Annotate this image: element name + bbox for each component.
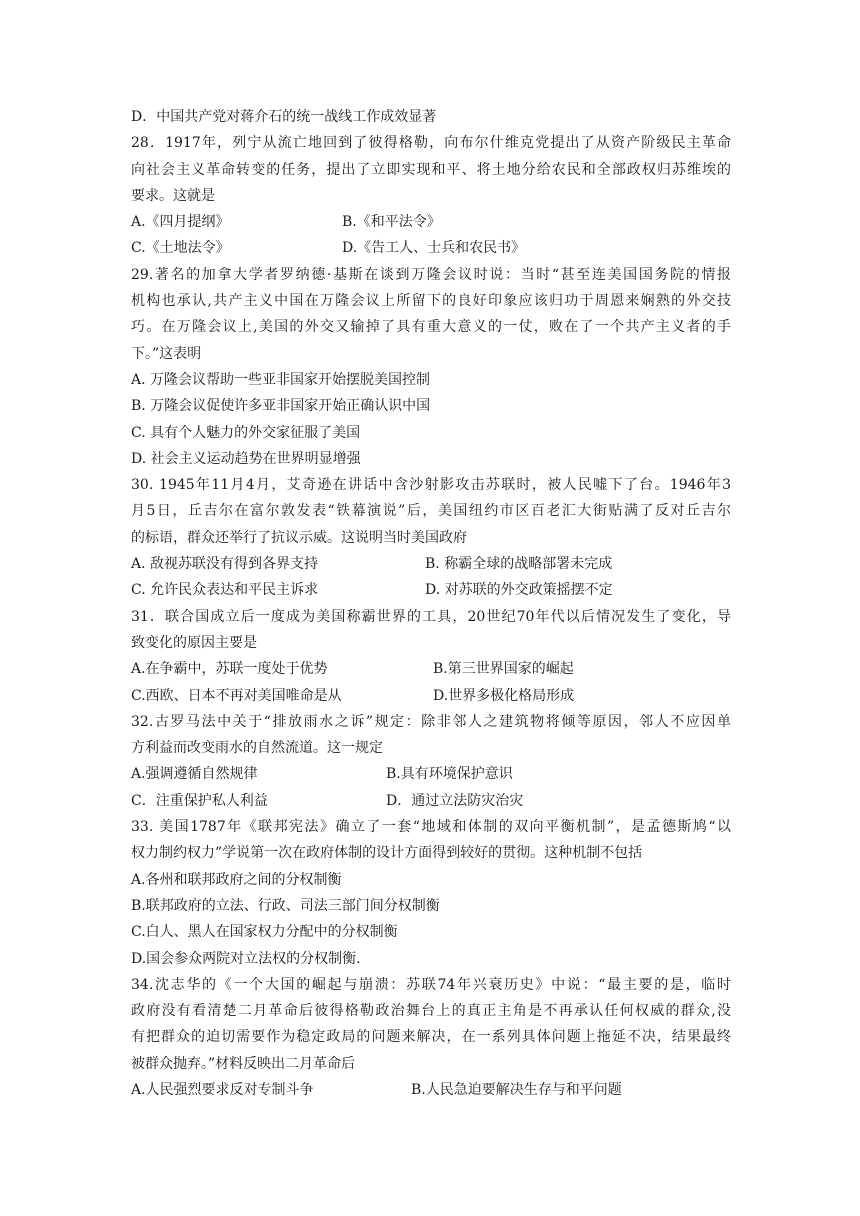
q27-option-d: D．中国共产党对蒋介石的统一战线工作成效显著	[131, 109, 437, 125]
q34-option-a: A.人民强烈要求反对专制斗争	[131, 1081, 314, 1098]
q32-options-ab	[131, 761, 731, 787]
q30-stem-line-2: 月5日，丘吉尔在富尔敦发表“铁幕演说”后，美国纽约市区百老汇大街贴满了反对丘吉尔	[131, 503, 731, 520]
q29-stem-line-2: 机构也承认,共产主义中国在万隆会议上所留下的良好印象应该归功于周恩来娴熟的外交技	[131, 293, 731, 310]
q30-option-a: A. 敌视苏联没有得到各界支持	[131, 556, 319, 573]
q34-stem-line-4: 被群众抛弃。”材料反映出二月革命后	[131, 1055, 356, 1072]
q30-stem-line-3: 的标语，群众还举行了抗议示威。这说明当时美国政府	[131, 529, 467, 546]
q32-option-d: D．通过立法防灾治灾	[386, 792, 524, 809]
q33-option-b: B.联邦政府的立法、行政、司法三部门间分权制衡	[131, 897, 440, 914]
q32-stem-line-2: 方利益而改变雨水的自然流道。这一规定	[131, 740, 383, 757]
q31-stem-line-2: 致变化的原因主要是	[131, 634, 257, 651]
q30-option-c: C. 允许民众表达和平民主诉求	[131, 582, 319, 599]
q28-stem-line-3: 要求。这就是	[131, 187, 215, 204]
q29-option-b: B. 万隆会议促使许多亚非国家开始正确认识中国	[131, 398, 431, 415]
q34-stem-line-2: 政府没有看清楚二月革命后彼得格勒政治舞台上的真正主角是不再承认任何权威的群众,没	[131, 1003, 731, 1020]
q32-options-cd	[131, 788, 731, 814]
q29-stem-line-1: 29.著名的加拿大学者罗纳德·基斯在谈到万隆会议时说：当时“甚至连美国国务院的情报	[131, 266, 731, 283]
q29-option-a: A. 万隆会议帮助一些亚非国家开始摆脱美国控制	[131, 371, 431, 388]
q32-stem-line-1: 32.古罗马法中关于“排放雨水之诉”规定：除非邻人之建筑物将倾等原因，邻人不应因单	[131, 713, 731, 730]
q31-option-a: A.在争霸中，苏联一度处于优势	[131, 661, 328, 678]
q30-option-b: B. 称霸全球的战略部署未完成	[425, 556, 613, 573]
q33-stem-line-2: 权力制约权力”学说第一次在政府体制的设计方面得到较好的贯彻。这种机制不包括	[131, 845, 643, 862]
q34-option-b: B.人民急迫要解决生存与和平问题	[411, 1081, 622, 1098]
q32-option-b: B.具有环境保护意识	[386, 766, 513, 783]
q30-stem-line-1: 30. 1945年11月4月，艾奇逊在讲话中含沙射影攻击苏联时，被人民嘘下了台。1946年3	[131, 477, 731, 494]
q29-stem-line-3: 巧。在万隆会议上,美国的外交又输掉了具有重大意义的一仗，败在了一个共产主义者的手	[131, 319, 731, 336]
q33-option-a: A.各州和联邦政府之间的分权制衡	[131, 871, 342, 888]
q28-options-ab	[131, 209, 731, 235]
q29-option-c: C. 具有个人魅力的外交家征服了美国	[131, 424, 361, 441]
q31-option-b: B.第三世界国家的崛起	[433, 661, 574, 678]
q28-stem-line-1: 28．1917年，列宁从流亡地回到了彼得格勒，向布尔什维克党提出了从资产阶级民主革命	[131, 135, 731, 152]
q34-stem-line-1: 34.沈志华的《一个大国的崛起与崩溃：苏联74年兴衰历史》中说：“最主要的是，临时	[131, 976, 731, 993]
q33-option-d: D.国会参众两院对立法权的分权制衡.	[131, 950, 361, 967]
q30-options-ab	[131, 551, 731, 577]
q28-options-cd	[131, 235, 731, 261]
q28-option-d: D.《告工人、士兵和农民书》	[342, 240, 526, 257]
q34-options-ab	[131, 1077, 731, 1103]
q28-option-a: A.《四月提纲》	[131, 214, 230, 231]
q31-stem-line-1: 31．联合国成立后一度成为美国称霸世界的工具，20世纪70年代以后情况发生了变化，导	[131, 608, 731, 625]
q34-stem-line-3: 有把群众的迫切需要作为稳定政局的问题来解决，在一系列具体问题上拖延不决，结果最终	[131, 1029, 731, 1046]
q29-option-d: D. 社会主义运动趋势在世界明显增强	[131, 450, 361, 467]
q28-stem-line-2: 向社会主义革命转变的任务，提出了立即实现和平、将土地分给农民和全部政权归苏维埃的	[131, 161, 731, 178]
q32-option-c: C．注重保护私人利益	[131, 792, 268, 809]
q32-option-a: A.强调遵循自然规律	[131, 766, 258, 783]
q28-option-b: B.《和平法令》	[342, 214, 441, 231]
q31-option-c: C.西欧、日本不再对美国唯命是从	[131, 687, 342, 704]
q28-option-c: C.《土地法令》	[131, 240, 230, 257]
q29-stem-line-4: 下。”这表明	[131, 345, 202, 362]
q33-stem-line-1: 33. 美国1787年《联邦宪法》确立了一套“地域和体制的双向平衡机制”，是孟德斯鸠“以	[131, 819, 731, 836]
q31-options-ab	[131, 656, 731, 682]
q30-option-d: D. 对苏联的外交政策摇摆不定	[425, 582, 613, 599]
exam-text-body	[131, 104, 731, 1103]
q31-option-d: D.世界多极化格局形成	[433, 687, 575, 704]
q33-option-c: C.白人、黑人在国家权力分配中的分权制衡	[131, 924, 398, 941]
q31-options-cd	[131, 683, 731, 709]
q30-options-cd	[131, 577, 731, 603]
